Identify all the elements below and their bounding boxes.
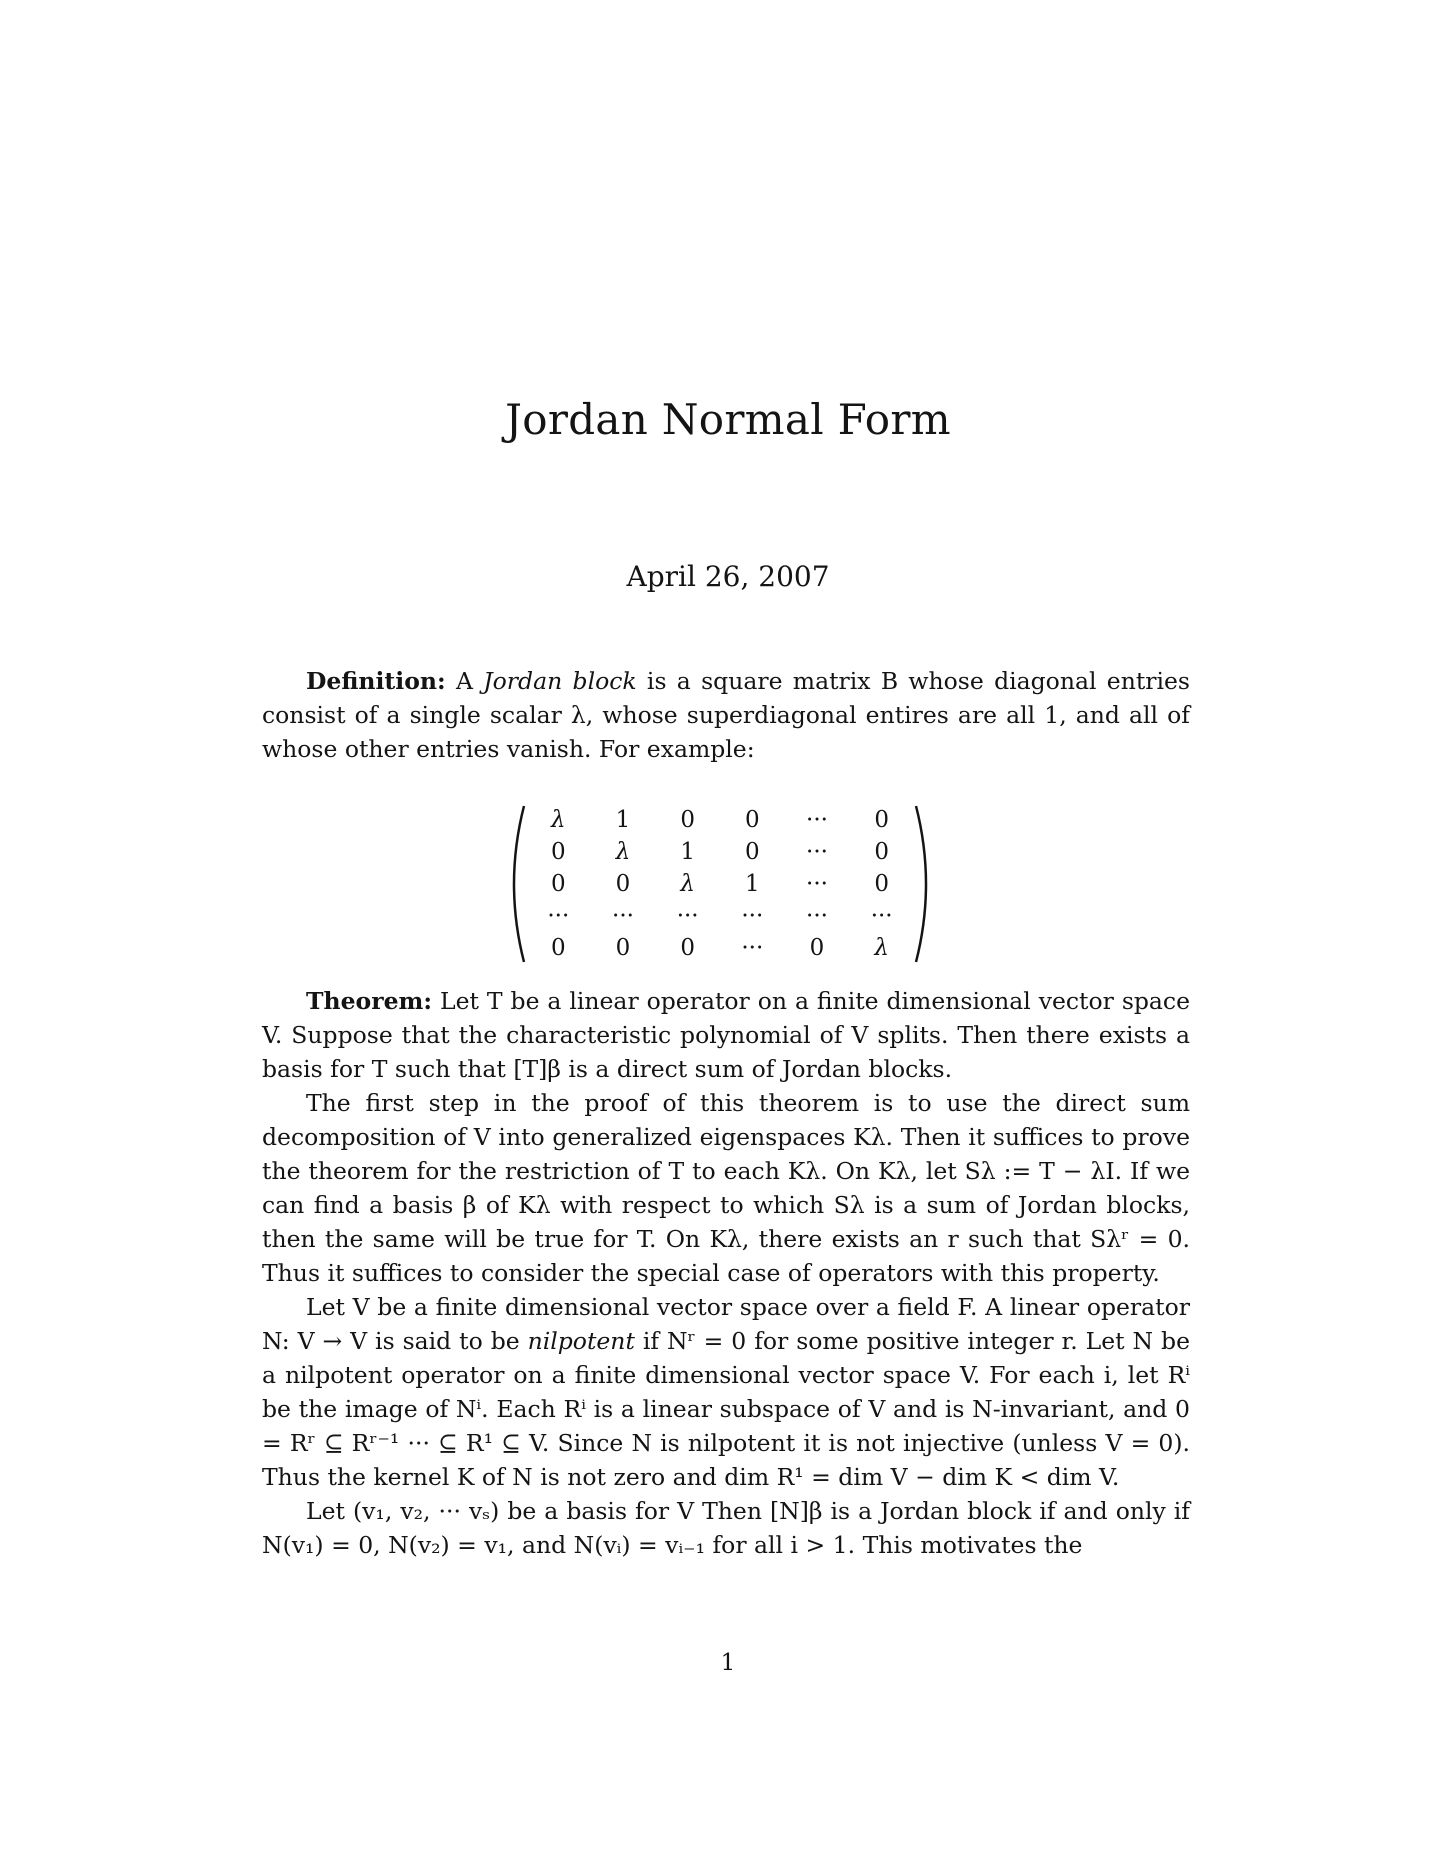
definition-paragraph [262, 664, 1190, 766]
matrix-entry: 0 [809, 935, 825, 961]
matrix-entry: ··· [547, 903, 570, 929]
definition-text-b: is a square matrix B whose diagonal entries consist of a single scalar λ, whose superdiagonal entires are all 1, and all of whose other entries vanish. For example: [262, 667, 1190, 763]
matrix-entry: 0 [874, 807, 889, 833]
matrix-entry: 0 [745, 839, 760, 865]
matrix-entry: ··· [806, 839, 828, 865]
matrix-entries [526, 804, 914, 964]
matrix-entry: 0 [680, 807, 695, 833]
matrix-entry: ··· [612, 903, 634, 929]
matrix-entry: 0 [615, 871, 631, 897]
matrix-entry: 0 [874, 871, 889, 897]
page-number: 1 [720, 1650, 736, 1676]
body-text [262, 984, 1190, 1562]
matrix-entry: ··· [806, 903, 828, 929]
matrix-entry: ··· [676, 903, 699, 929]
matrix-entry: 0 [551, 839, 566, 865]
document-title: Jordan Normal Form [505, 395, 951, 444]
nilpotent-text-b: if Nʳ = 0 for some positive integer r. Let N be a nilpotent operator on a finite dimensional vector space V. For each i, let Rⁱ be the image of Nⁱ. Each Rⁱ is a linear subspace of V and is N-invariant, and 0 = Rʳ ⊆ Rʳ⁻¹ ··· ⊆ R¹ ⊆ V. Since N is nilpotent it is not injective (unless V = 0). Thus the kernel K of N is not zero and dim R¹ = dim V − dim K < dim V. [262, 1327, 1190, 1491]
matrix-entry: 0 [874, 839, 889, 865]
matrix-entry: λ [551, 807, 566, 833]
document-date: April 26, 2007 [626, 560, 830, 593]
nilpotent-term: nilpotent [527, 1327, 635, 1355]
jordan-block-matrix [500, 800, 940, 968]
proof-paragraph-3: Let (v₁, v₂, ··· vₛ) be a basis for V Then [N]β is a Jordan block if and only if N(v₁) = 0, N(v₂) = v₁, and N(vᵢ) = vᵢ₋₁ for all i > 1. This motivates the [262, 1497, 1190, 1559]
matrix-entry: 0 [745, 807, 760, 833]
theorem-paragraph [262, 984, 1190, 1086]
definition-text-a: A [445, 667, 484, 695]
matrix-entry: 1 [745, 871, 760, 897]
matrix-entry: λ [615, 839, 631, 865]
definition-label: Definition: [306, 667, 446, 695]
matrix-entry: 0 [551, 935, 566, 961]
matrix-entry: 0 [680, 935, 695, 961]
matrix-entry: ··· [741, 935, 764, 961]
proof-paragraph-2 [262, 1290, 1190, 1494]
matrix-entry: λ [874, 935, 889, 961]
matrix-entry: 0 [551, 871, 566, 897]
matrix-entry: ··· [741, 903, 764, 929]
matrix-entry: λ [680, 871, 695, 897]
matrix-entry: 1 [680, 839, 695, 865]
matrix-entry: ··· [870, 903, 893, 929]
nilpotent-text-a: Let V be a finite dimensional vector space over a field F. A linear operator N: V → V is said to be [262, 1293, 1190, 1355]
theorem-text: Let T be a linear operator on a finite dimensional vector space V. Suppose that the characteristic polynomial of V splits. Then there exists a basis for T such that [T]β is a direct sum of Jordan blocks. [262, 987, 1190, 1083]
matrix-entry: 0 [615, 935, 631, 961]
definition-block [262, 664, 1190, 766]
matrix-entry: ··· [806, 871, 828, 897]
definition-term: Jordan block [483, 667, 637, 695]
theorem-label: Theorem: [306, 987, 433, 1015]
matrix-entry: 1 [615, 807, 631, 833]
matrix-entry: ··· [806, 807, 828, 833]
proof-paragraph-1: The first step in the proof of this theorem is to use the direct sum decomposition of V into generalized eigenspaces Kλ. Then it suffices to prove the theorem for the restriction of T to each Kλ. On Kλ, let Sλ := T − λI. If we can find a basis β of Kλ with respect to which Sλ is a sum of Jordan blocks, then the same will be true for T. On Kλ, there exists an r such that Sλʳ = 0. Thus it suffices to consider the special case of operators with this property. [262, 1089, 1190, 1287]
